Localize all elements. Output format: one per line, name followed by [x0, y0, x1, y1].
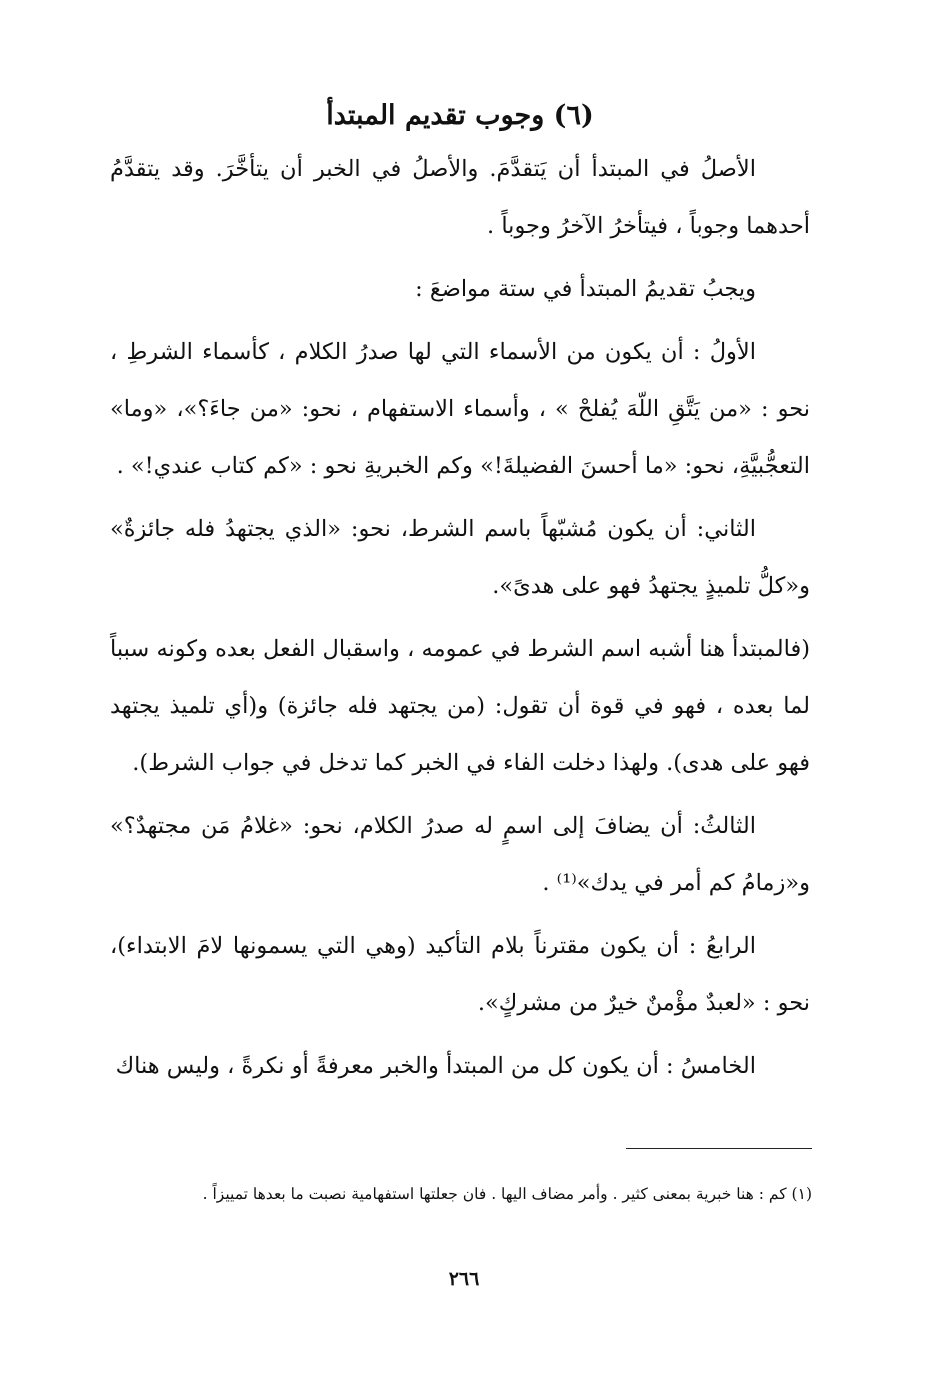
paragraph-fifth: الخامسُ : أن يكون كل من المبتدأ والخبر معرفةً أو نكرةً ، وليس هناك: [115, 1053, 756, 1079]
section-heading: (٦) وجوب تقديم المبتدأ: [326, 100, 594, 131]
paragraph-intro: الأصلُ في المبتدأ أن يَتقدَّمَ. والأصلُ في الخبر أن يتأخَّرَ. وقد يتقدَّمُ أحدهما وجوباً ، فيتأخرُ الآخرُ وجوباً .: [110, 156, 810, 239]
paragraph-six-places: ويجبُ تقديمُ المبتدأ في ستة مواضعَ :: [415, 276, 756, 302]
footnotes: [110, 1180, 812, 1208]
page-number: ٢٦٦: [448, 1268, 480, 1290]
paragraph-second: الثاني: أن يكون مُشبّهاً باسم الشرط، نحو: «الذي يجتهدُ فله جائزةٌ» و«كلُّ تلميذٍ يجتهدُ فهو على هدىً».: [110, 516, 810, 599]
paragraph-third: الثالثُ: أن يضافَ إلى اسمٍ له صدرُ الكلام، نحو: «غلامُ مَن مجتهدٌ؟» و«زمامُ كم أمر في يدك»⁽¹⁾ .: [110, 813, 810, 896]
paragraph-first: الأولُ : أن يكون من الأسماء التي لها صدرُ الكلام ، كأسماء الشرطِ ، نحو : «من يَتَّقِ اللّهَ يُفلحْ » ، وأسماء الاستفهام ، نحو: «من جاءَ؟»، «وما» التعجُّبيَّةِ، نحو: «ما أحسنَ الفضيلةَ!» وكم الخبريةِ نحو : «كم كتاب عندي!» .: [110, 339, 810, 479]
paragraph-explanation: (فالمبتدأ هنا أشبه اسم الشرط في عمومه ، واسقبال الفعل بعده وكونه سبباً لما بعده ، فهو في قوة أن تقول: (من يجتهد فله جائزة) و(أي تلميذ يجتهد فهو على هدى). ولهذا دخلت الفاء في الخبر كما تدخل في جواب الشرط).: [110, 636, 810, 776]
footnote-1: (١) كم : هنا خبرية بمعنى كثير . وأمر مضاف اليها . فان جعلتها استفهامية نصبت ما بعدها تمييزاً .: [202, 1185, 812, 1203]
footnote-divider: [626, 1148, 812, 1149]
page-body: [110, 100, 810, 1101]
paragraph-fourth: الرابعُ : أن يكون مقترناً بلام التأكيد (وهي التي يسمونها لامَ الابتداء)، نحو : «لعبدٌ مؤْمنٌ خيرٌ من مشركٍ».: [110, 933, 810, 1016]
